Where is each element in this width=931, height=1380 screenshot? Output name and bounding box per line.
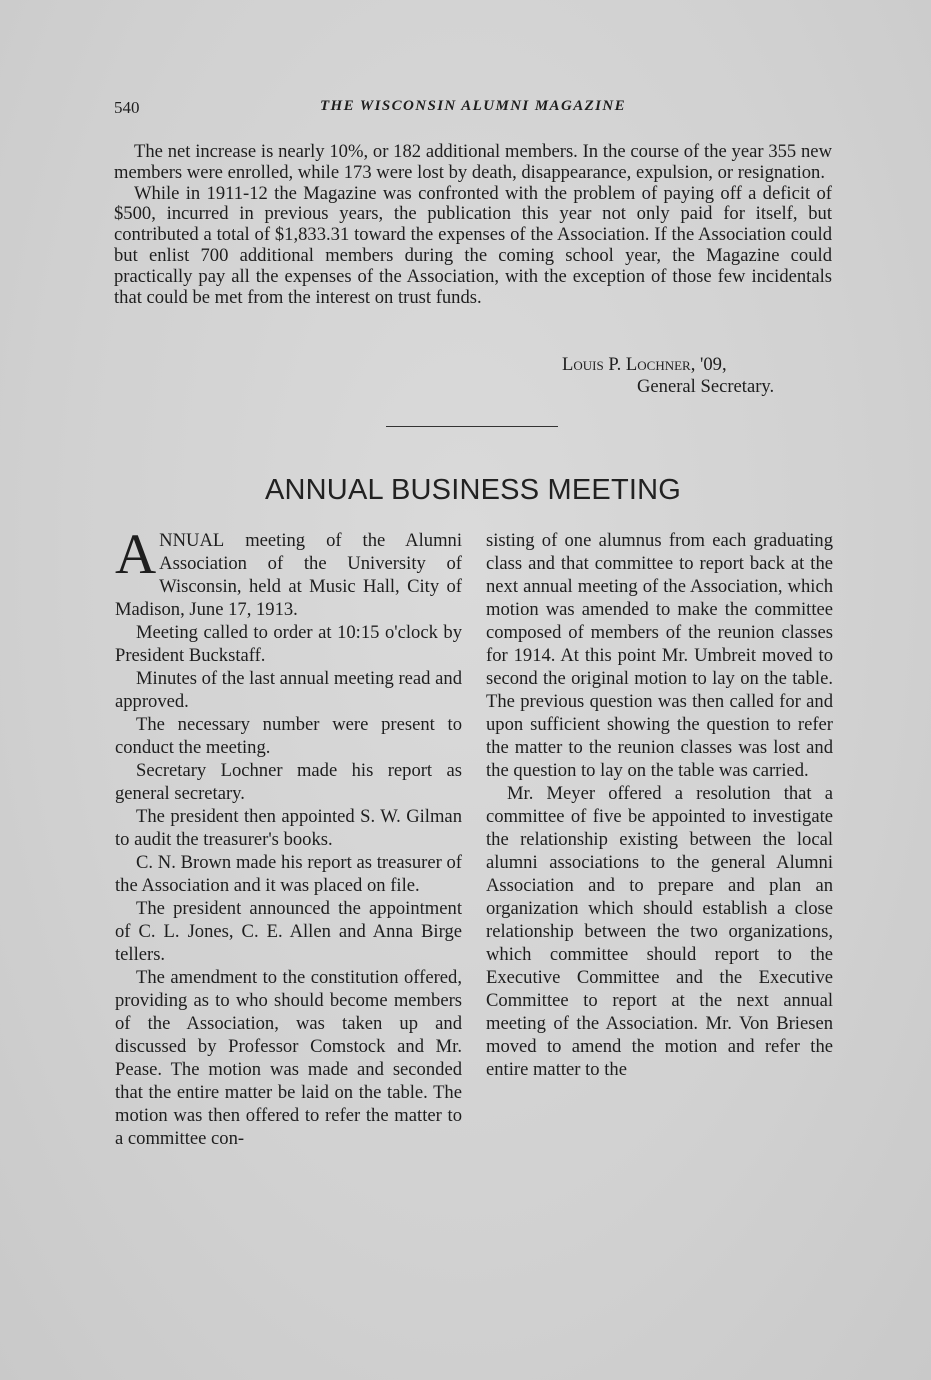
article-paragraph: The president announced the appointment of C. L. Jones, C. E. Allen and Anna Birge tellers. (115, 898, 462, 965)
article-column-right (486, 529, 833, 1081)
report-paragraph: The net increase is nearly 10%, or 182 additional members. In the course of the year 355 new members were enrolled, while 173 were lost by death, disappearance, expulsion, or resignation. (114, 141, 832, 183)
article-paragraph: C. N. Brown made his report as treasurer of the Association and it was placed on file. (115, 852, 462, 896)
journal-title: THE WISCONSIN ALUMNI MAGAZINE (319, 98, 627, 114)
secretary-report (114, 142, 832, 308)
running-head (114, 98, 832, 122)
article-title: ANNUAL BUSINESS MEETING (264, 474, 682, 506)
opening-word-rest: NNUAL (159, 530, 225, 551)
article-paragraph: The amendment to the constitution offered, providing as to who should become members of the Association, was taken up and discussed by Professor Comstock and Mr. Pease. The motion was made and seconded that the entire matter be laid on the table. The motion was then offered to refer the matter to a committee con- (115, 967, 462, 1149)
article-paragraph: Minutes of the last annual meeting read and approved. (115, 668, 462, 712)
article-opening-paragraph (115, 523, 462, 621)
article-paragraph: Secretary Lochner made his report as general secretary. (115, 760, 462, 804)
article-paragraph: The necessary number were present to conduct the meeting. (115, 714, 462, 758)
signature-block (114, 354, 832, 404)
article-paragraph: Meeting called to order at 10:15 o'clock by President Buckstaff. (115, 622, 462, 666)
page-number: 540 (114, 98, 140, 117)
article-column-left (115, 523, 462, 1150)
drop-cap: A (115, 523, 157, 586)
article-paragraph: The president then appointed S. W. Gilman to audit the treasurer's books. (115, 806, 462, 850)
opening-paragraph-text: meeting of the Alumni Association of the University of Wisconsin, held at Music Hall, City of Madison, June 17, 1913. (115, 530, 462, 620)
report-paragraph: While in 1911-12 the Magazine was confronted with the problem of paying off a deficit of $500, incurred in previous years, the publication this year not only paid for itself, but contributed a total of $1,833.31 toward the expenses of the Association. If the Association could but enlist 700 additional members during the coming school year, the Magazine could practically pay all the expenses of the Association, with the exception of those few incidentals that could be met from the interest on trust funds. (114, 182, 832, 308)
article-paragraph-continued: sisting of one alumnus from each graduating class and that committee to report back at the next annual meeting of the Association, which motion was amended to make the committee composed of members of the reunion classes for 1914. At this point Mr. Umbreit moved to second the original motion to lay on the table. The previous question was then called for and upon sufficient showing the question to refer the matter to the reunion classes was lost and the question to lay on the table was carried. (486, 530, 833, 781)
signature-name: Louis P. Lochner, '09, (562, 354, 727, 375)
article-paragraph: Mr. Meyer offered a resolution that a committee of five be appointed to investigate the relationship existing between the local alumni associations to the general Alumni Association and to prepare and plan an organization which should establish a close relationship between the two organizations, which committee should report to the Executive Committee and the Executive Committee to report at the next annual meeting of the Association. Mr. Von Briesen moved to amend the motion and refer the entire matter to the (486, 783, 833, 1080)
section-divider (386, 426, 558, 427)
signature-title: General Secretary. (637, 376, 775, 397)
